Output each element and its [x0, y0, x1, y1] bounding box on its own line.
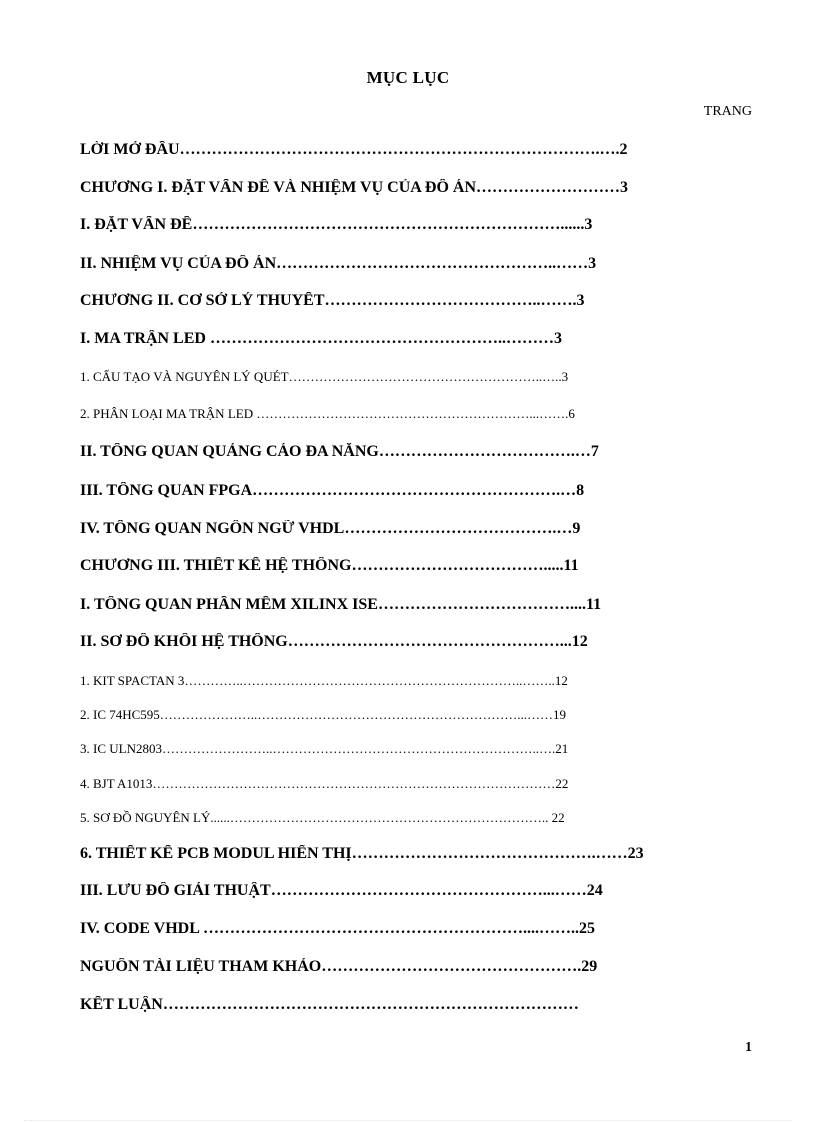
toc-entry: IV. CODE VHDL ……………………………………………………....……..25: [80, 920, 595, 937]
toc-entry: 1. CẤU TẠO VÀ NGUYÊN LÝ QUÉT…………………………………………………..…..3: [80, 369, 569, 384]
toc-entry: I. TỔNG QUAN PHẦN MỀM XILINX ISE………………………………....11: [80, 596, 602, 613]
toc-entry: 4. BJT A1013…………………………………………………………………………………22: [80, 776, 569, 791]
toc-entry: I. MA TRẬN LED ………………………………………………..………3: [80, 330, 562, 347]
toc-entry: CHƯƠNG II. CƠ SỞ LÝ THUYẾT…………………………………..…….3: [80, 292, 585, 309]
page-bottom-divider: [24, 1120, 792, 1121]
toc-entry: III. LƯU ĐỒ GIẢI THUẬT……………………………………………...……24: [80, 882, 603, 899]
toc-entry: II. TỔNG QUAN QUẢNG CÁO ĐA NĂNG……………………………….…7: [80, 443, 599, 460]
toc-entry: 6. THIẾT KẾ PCB MODUL HIỂN THỊ……………………………………….……23: [80, 845, 644, 862]
toc-title: MỤC LỤC: [366, 68, 450, 87]
toc-entry: IV. TỔNG QUAN NGÔN NGỮ VHDL………………………………….…9: [80, 520, 581, 537]
toc-entry: 2. PHÂN LOẠI MA TRẬN LED ………………………………………………………...…….6: [80, 406, 575, 421]
toc-entry: I. ĐẶT VẤN ĐỀ……………………………………………………………......3: [80, 216, 593, 233]
toc-entry: 1. KIT SPACTAN 3…………..………………………………………………………..……..12: [80, 673, 568, 688]
toc-entry: III. TỔNG QUAN FPGA………………………………………………….…8: [80, 482, 585, 499]
toc-entry: NGUỒN TÀI LIỆU THAM KHẢO………………………………………….29: [80, 958, 598, 975]
toc-entry: 2. IC 74HC595…………………..……………………………………………………...……19: [80, 707, 567, 722]
toc-entry: KẾT LUẬN……………………………………………………………………: [80, 996, 579, 1013]
toc-entry: LỜI MỞ ĐẦU…………………………………………………………………….….2: [80, 141, 628, 158]
toc-entry: CHƯƠNG III. THIẾT KẾ HỆ THỐNG……………………………….....11: [80, 557, 579, 574]
page-number: 1: [745, 1040, 752, 1055]
toc-entry: 3. IC ULN2803……………………..……………………………………………………..….21: [80, 741, 569, 756]
page-column-label: TRANG: [703, 104, 752, 119]
toc-entry: 5. SƠ ĐỒ NGUYÊN LÝ......……………………………………………………………….. 22: [80, 810, 565, 825]
toc-entry: II. NHIỆM VỤ CỦA ĐỒ ÁN……………………………………………..……3: [80, 255, 597, 272]
toc-entry: CHƯƠNG I. ĐẶT VẤN ĐỀ VÀ NHIỆM VỤ CỦA ĐỒ ÁN………………………3: [80, 179, 629, 196]
toc-entry: II. SƠ ĐỒ KHỐI HỆ THỐNG……………………………………………...12: [80, 633, 588, 650]
